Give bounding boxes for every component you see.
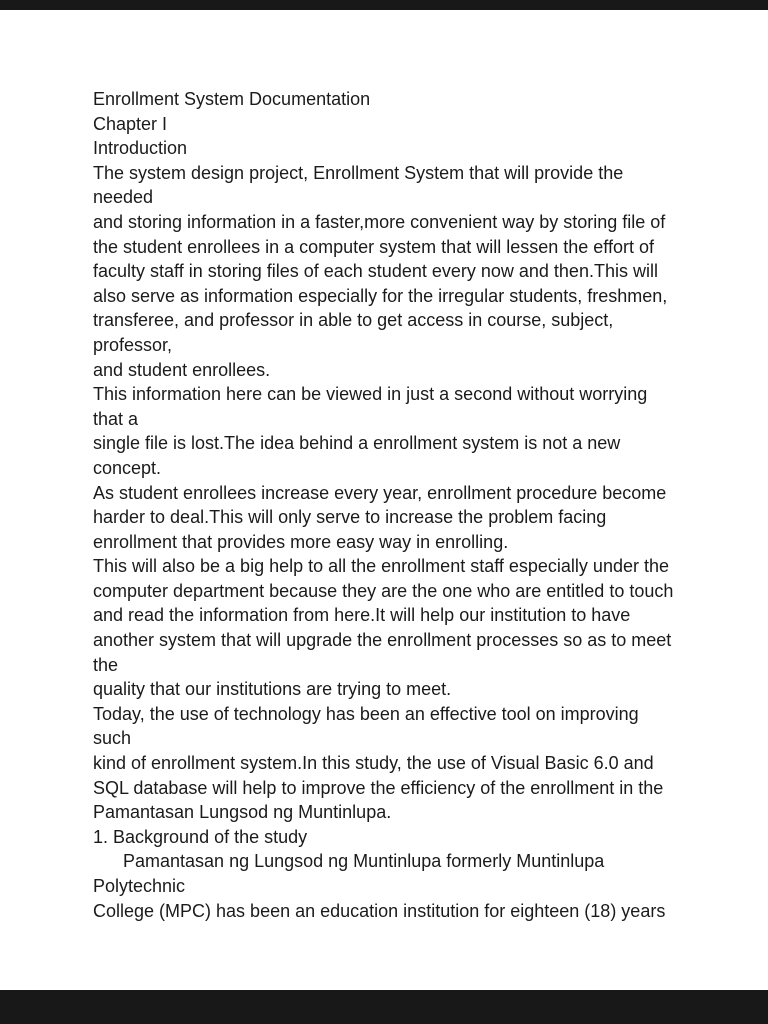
- text-line: the student enrollees in a computer system that will lessen the effort of: [93, 236, 654, 257]
- text-line: The system design project, Enrollment System that will provide the: [93, 162, 624, 183]
- text-line: concept.: [93, 457, 162, 478]
- text-line: Enrollment System Documentation: [93, 89, 371, 109]
- text-line: the: [93, 654, 119, 675]
- text-line: Pamantasan ng Lungsod ng Muntinlupa formerly Muntinlupa: [93, 851, 605, 872]
- text-line: and student enrollees.: [93, 359, 271, 380]
- text-line: enrollment that provides more easy way in enrolling.: [93, 531, 509, 552]
- text-line: This will also be a big help to all the enrollment staff especially under the: [93, 556, 669, 577]
- text-line: computer department because they are the one who are entitled to touch: [93, 580, 674, 601]
- text-line: quality that our institutions are trying to meet.: [93, 679, 452, 700]
- text-line: SQL database will help to improve the efficiency of the enrollment in the: [93, 777, 664, 798]
- text-line: Polytechnic: [93, 876, 186, 896]
- text-line: single file is lost.The idea behind a enrollment system is not a new: [93, 433, 621, 454]
- text-line: This information here can be viewed in just a second without worrying: [93, 384, 648, 405]
- text-line: that a: [93, 408, 139, 429]
- text-line: another system that will upgrade the enrollment processes so as to meet: [93, 630, 672, 651]
- text-line: Today, the use of technology has been an effective tool on improving: [93, 703, 639, 724]
- text-line: As student enrollees increase every year, enrollment procedure become: [93, 482, 667, 503]
- text-line: kind of enrollment system.In this study, the use of Visual Basic 6.0 and: [93, 753, 654, 774]
- letterbox-bottom: [0, 990, 768, 1024]
- text-line: Introduction: [93, 138, 188, 159]
- text-line: harder to deal.This will only serve to increase the problem facing: [93, 507, 607, 528]
- text-line: College (MPC) has been an education institution for eighteen (18) years: [93, 900, 666, 921]
- text-line: also serve as information especially for the irregular students, freshmen,: [93, 285, 668, 306]
- text-line: such: [93, 728, 132, 749]
- text-line: professor,: [93, 334, 173, 355]
- text-line: and storing information in a faster,more convenient way by storing file of: [93, 211, 666, 232]
- text-line: needed: [93, 187, 154, 208]
- letterbox-top: [0, 0, 768, 10]
- text-line: transferee, and professor in able to get access in course, subject,: [93, 310, 614, 331]
- text-line: 1. Background of the study: [93, 826, 308, 847]
- document-page: [0, 10, 768, 990]
- text-line: faculty staff in storing files of each student every now and then.This will: [93, 261, 658, 282]
- text-line: Chapter I: [93, 113, 168, 134]
- document-text-block: [93, 87, 683, 923]
- text-line: and read the information from here.It will help our institution to have: [93, 605, 631, 626]
- text-line: Pamantasan Lungsod ng Muntinlupa.: [93, 802, 392, 823]
